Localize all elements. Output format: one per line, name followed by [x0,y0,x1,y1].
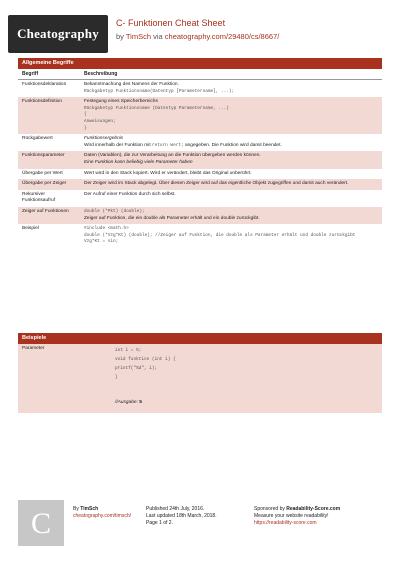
column-headers [18,69,382,80]
footer-author-url[interactable]: cheatography.com/timsch/ [73,513,131,519]
term-cell: Funktionsdefinition [22,99,62,105]
term-cell: Übergabe per Zeiger [22,181,67,187]
table-row [18,190,382,207]
table-row [18,207,382,224]
by-prefix: by [116,32,124,41]
term-cell: Rekursiver Funktionsaufruf [22,191,56,204]
footer-sponsor [254,506,340,527]
description-italic: Eine Funktion kann beliebig viele Parameter haben [84,159,193,165]
sponsor-prefix: Sponsored by [254,506,285,512]
code-line: } [84,125,87,131]
output-value: 5 [139,400,142,405]
code-line: Rückgabetyp Funktionsname (Datentyp Parametername, ...) [84,105,229,111]
term-cell: Zeiger auf Funktionen [22,208,69,214]
column-header-term: Begriff [22,71,39,77]
table-row [18,169,382,180]
description-cell: Der Aufruf einer Funktion durch sich selbst. [84,191,176,197]
term-cell: Funktionsparameter [22,153,65,159]
by-text: By [73,506,79,512]
text-part: Wird innerhalb der Funktion mit [84,142,152,148]
via-text: via [153,32,163,41]
page-title: C- Funktionen Cheat Sheet [116,18,226,28]
code-line: printf("%d", i); [115,366,158,371]
output-label: //Ausgabe: [115,400,138,405]
description-line [84,143,378,150]
term-cell: Übergabe per Wert [22,170,63,176]
sponsor-tagline: Measure your website readability! [254,513,329,519]
table-row [18,179,382,190]
term-cell: Funktionsdeklaration [22,82,67,87]
term-cell: Beispiel [22,226,39,232]
sponsor-url[interactable]: https://readability-score.com [254,520,317,526]
description-cell [80,97,382,134]
code-line: double (*Vzg*Kt) (double); //Zeiger auf Funktion, die double als Parameter erhält und double zurückgibt [84,232,356,238]
code-line: #include <math.h> [84,226,129,232]
footer-author [73,506,131,520]
description-cell [80,80,382,97]
footer [18,500,382,550]
output-line [115,400,378,407]
description-italic: Funktionsergebnis [84,136,124,142]
author-avatar[interactable]: C [18,500,64,546]
sheet-url-link[interactable]: cheatography.com/29480/cs/8667/ [164,32,280,41]
code-line: } [115,375,118,380]
updated-date: Last updated 18th March, 2018. [146,513,217,519]
description-line: Festegung eines Speicherbereichs [84,99,158,105]
code-line: Vzg*Kt = sin; [84,239,119,245]
code-line: double (*Pkt) (double); [84,208,145,214]
table-row [18,224,382,248]
footer-dates [146,506,217,527]
section-allgemeine-begriffe [18,58,382,248]
section-beispiele [18,333,382,413]
code-line: void funktion (int i) { [115,357,176,362]
code-line: int i = 5; [115,348,142,353]
section-title: Allgemeine Begriffe [18,58,382,69]
description-cell: Wert wird in den Stack kopiert. Wird er verändert, bleibt das Original unberührt. [84,170,252,176]
code-cell [80,344,382,409]
text-part: angegeben. Die Funktion wird damit beendet. [183,142,282,148]
description-cell [80,224,382,248]
code-line: Anweisungen; [84,118,116,124]
table-row [18,151,382,168]
code-line: { [84,112,87,118]
published-date: Published 24th July, 2016. [146,506,205,512]
table-row [18,97,382,134]
section-title: Beispiele [18,333,382,344]
table-row [18,344,382,413]
code-line: Rückgabetyp Funktionsname(Datentyp [Parametername], ...); [84,88,235,94]
description-line: Bekanntmachung des Namens der Funktion. [84,82,179,87]
author-link[interactable]: TimSch [125,32,152,41]
table-row [18,80,382,97]
description-cell [80,134,382,151]
inline-code: return Wert; [151,142,184,148]
description-line: Zeiger auf Funktion, die ein double als Parameter erhält und ein double zurückgibt. [84,215,260,221]
description-line: Daten (Variablen), die zur Verarbeitung an die Funktion übergeben werden können. [84,153,261,159]
column-header-description: Beschreibung [84,71,118,77]
footer-author-name[interactable]: TimSch [80,506,99,512]
sponsor-name[interactable]: Readability-Score.com [286,506,341,512]
page-number: Page 1 of 2. [146,520,173,526]
cheatography-logo[interactable]: Cheatography [8,15,108,53]
term-cell: Parameter [22,346,45,351]
description-cell: Der Zeiger wird im Stack abgelegt. Über diesen Zeiger wird auf das eigentliche Objekt zugegriffen und damit auch verändert. [84,181,349,187]
description-cell [80,151,382,168]
header [8,15,392,55]
term-cell: Rückgabewert [22,136,53,142]
description-cell [80,207,382,224]
byline [116,32,279,41]
table-row [18,134,382,151]
